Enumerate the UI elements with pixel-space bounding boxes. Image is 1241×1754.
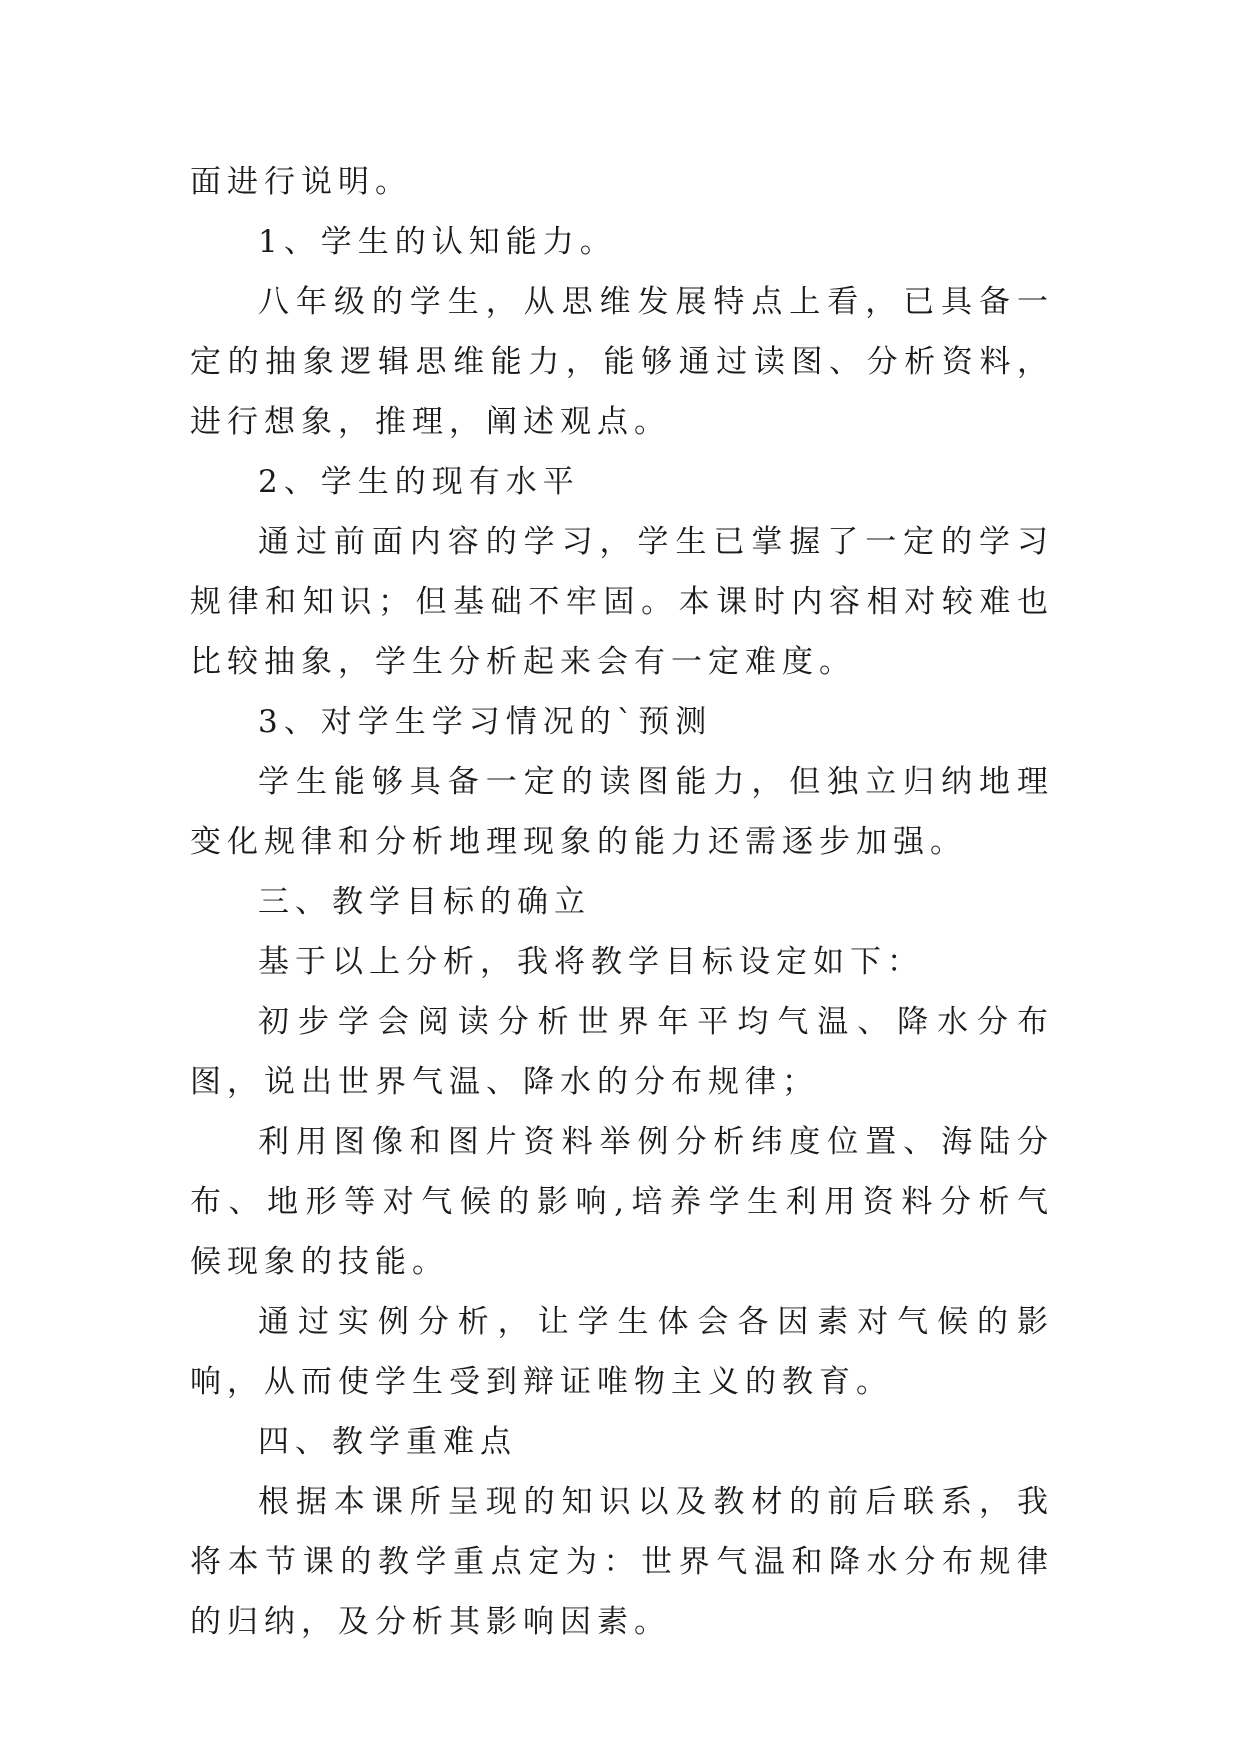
paragraph-continuation: 面进行说明。: [190, 164, 412, 200]
subheading-current-level: 2、学生的现有水平: [258, 464, 580, 500]
paragraph-goal-2: 利用图像和图片资料举例分析纬度位置、海陆分布、地形等对气候的影响,培养学生利用资料分析气候现象的技能。: [190, 1124, 1054, 1280]
paragraph-current-level: 通过前面内容的学习，学生已掌握了一定的学习规律和知识；但基础不牢固。本课时内容相对较难也比较抽象，学生分析起来会有一定难度。: [190, 524, 1054, 680]
subheading-cognitive-ability: 1、学生的认知能力。: [258, 224, 617, 260]
section-heading-teaching-goals: 三、教学目标的确立: [258, 884, 591, 920]
paragraph-key-points: 根据本课所呈现的知识以及教材的前后联系，我将本节课的教学重点定为：世界气温和降水分布规律的归纳，及分析其影响因素。: [190, 1484, 1054, 1640]
subheading-learning-prediction: 3、对学生学习情况的`预测: [258, 704, 713, 740]
paragraph-learning-prediction: 学生能够具备一定的读图能力，但独立归纳地理变化规律和分析地理现象的能力还需逐步加强。: [190, 764, 1054, 860]
paragraph-goals-intro: 基于以上分析，我将教学目标设定如下：: [258, 944, 924, 980]
document-page: [190, 152, 1054, 1652]
paragraph-cognitive-ability: 八年级的学生，从思维发展特点上看，已具备一定的抽象逻辑思维能力，能够通过读图、分析资料，进行想象，推理，阐述观点。: [190, 284, 1054, 440]
section-heading-key-points: 四、教学重难点: [258, 1424, 517, 1460]
paragraph-goal-3: 通过实例分析，让学生体会各因素对气候的影响，从而使学生受到辩证唯物主义的教育。: [190, 1304, 1054, 1400]
paragraph-goal-1: 初步学会阅读分析世界年平均气温、降水分布图，说出世界气温、降水的分布规律；: [190, 1004, 1054, 1100]
